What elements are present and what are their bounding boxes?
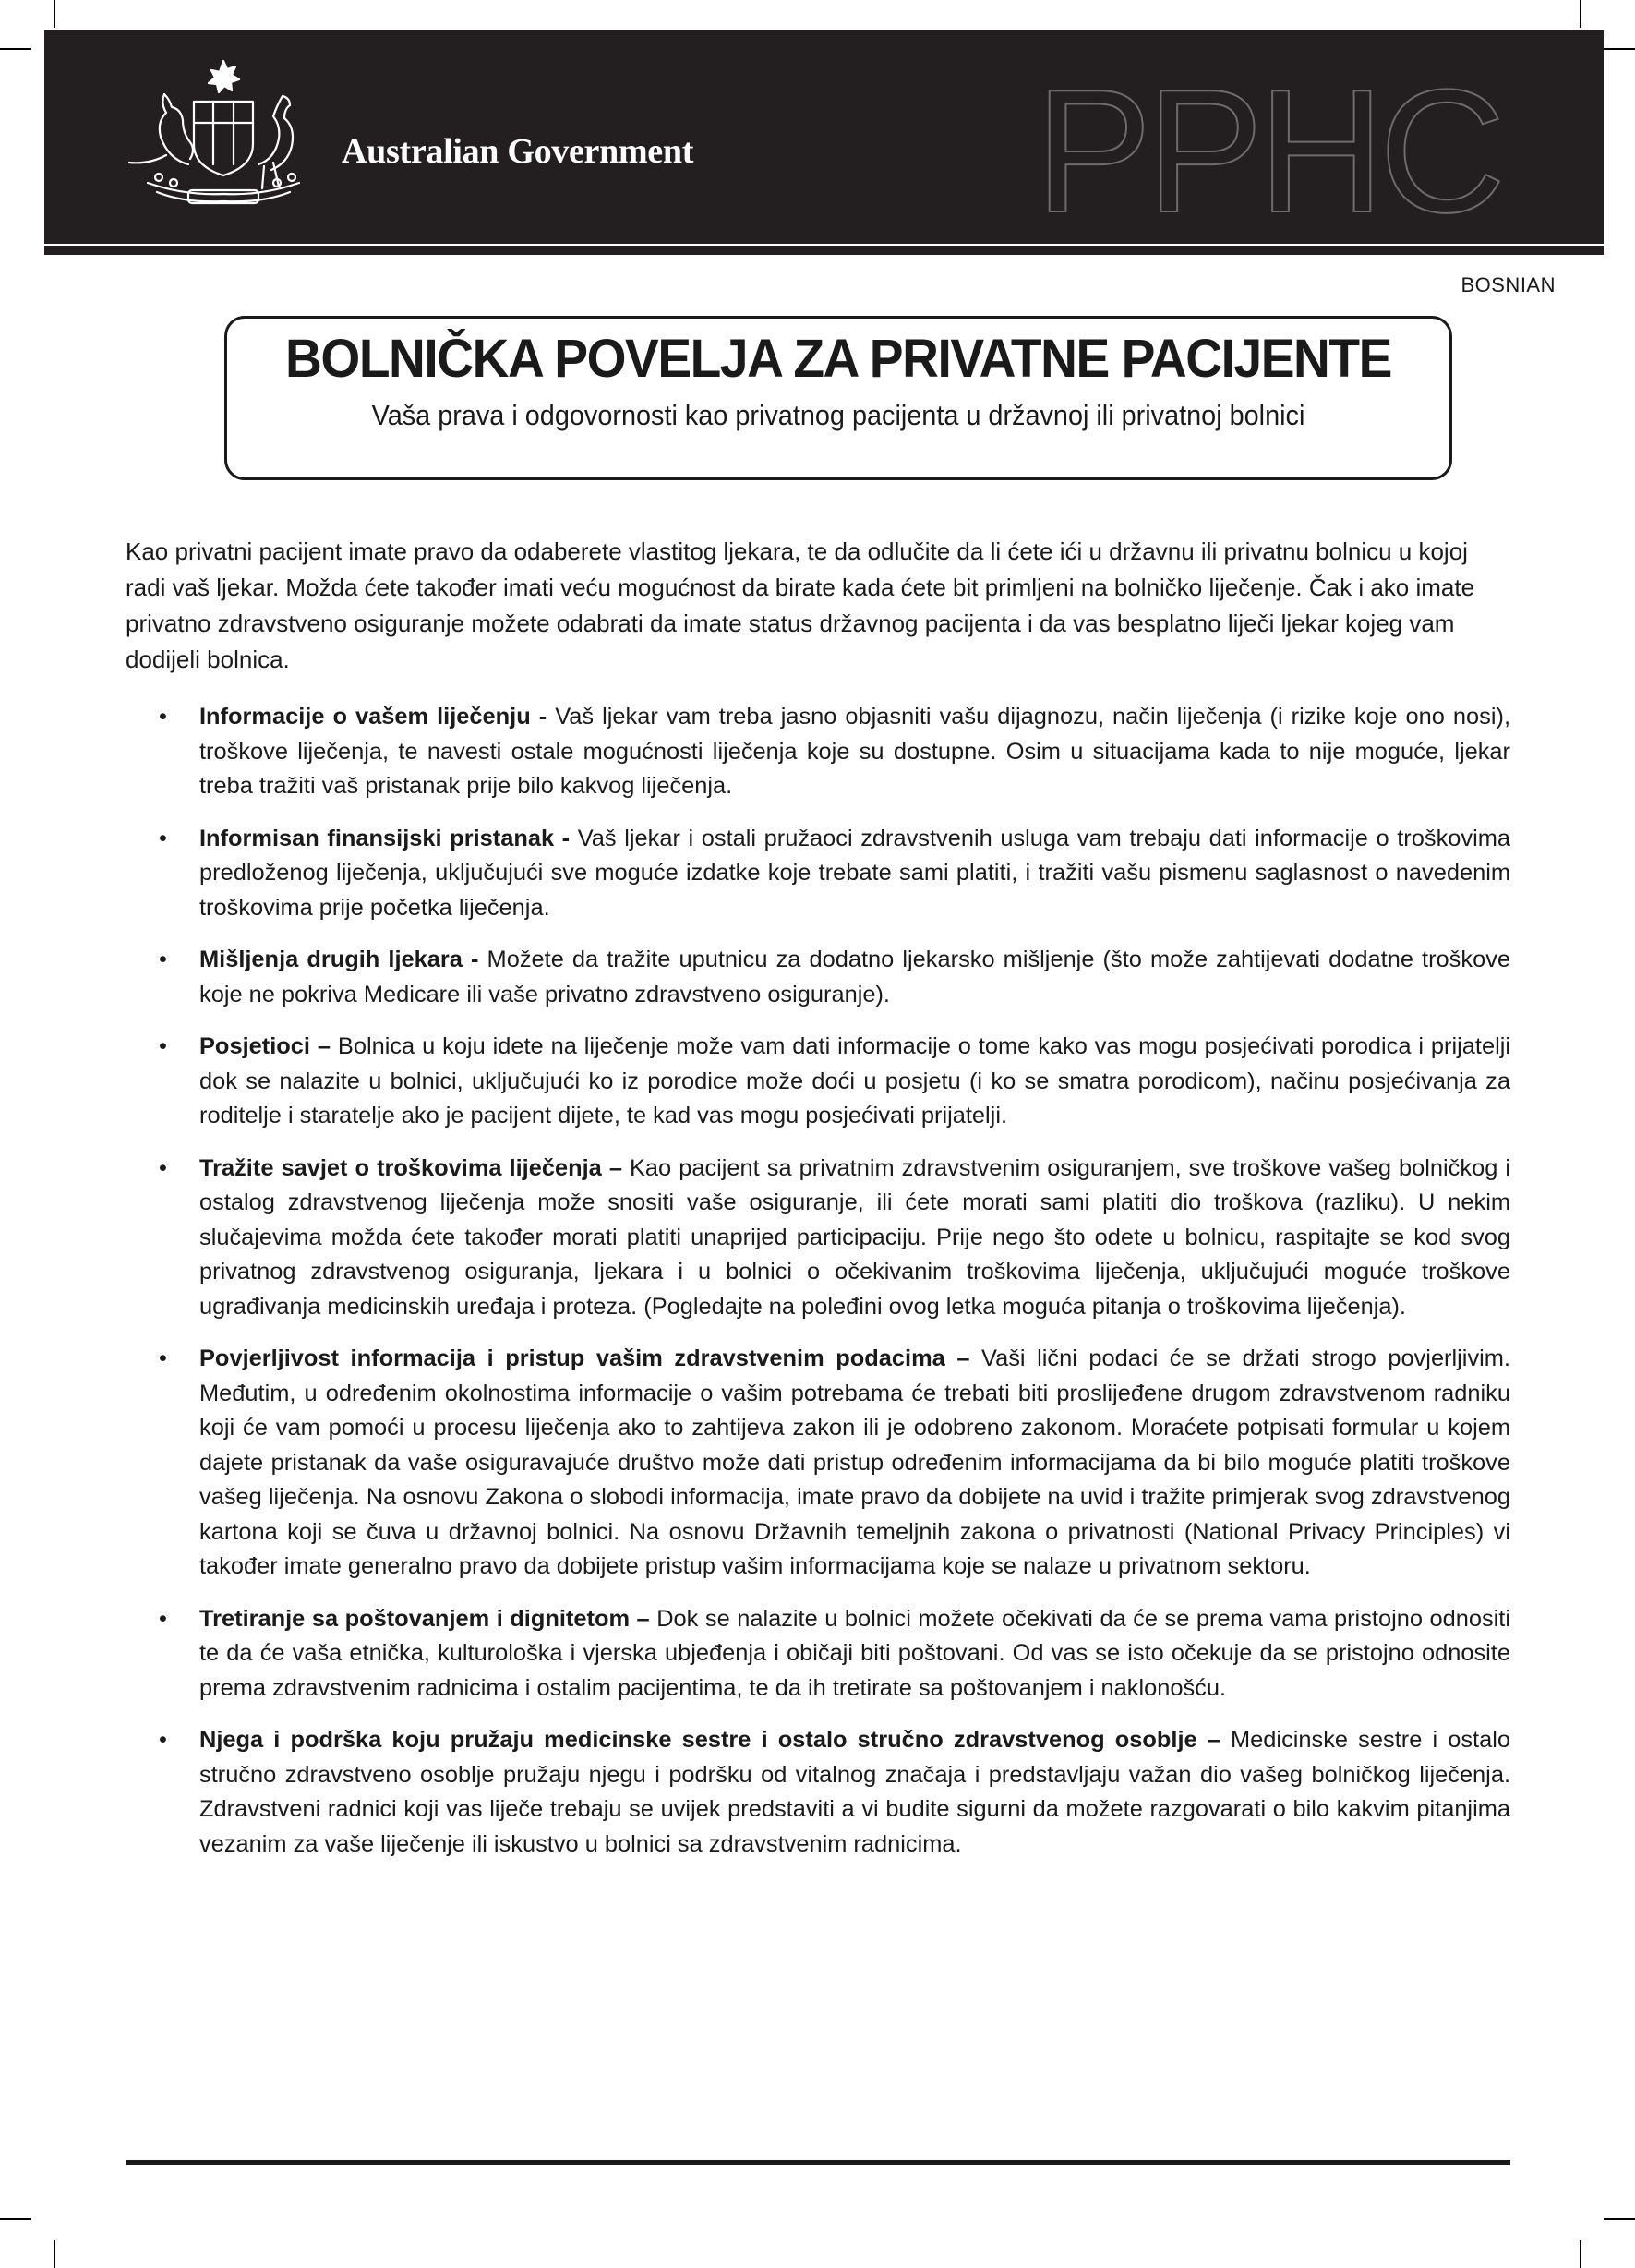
list-item <box>126 700 1510 804</box>
item-text: Vaš ljekar vam treba jasno objasniti vašu dijagnozu, način liječenja (i rizike koje ono nosi), troškove liječenja, te navesti ostale mogućnosti liječenja koje su dostupne. Osim u situacijama kada to nije moguće, ljekar treba tražiti vaš pristanak prije bilo kakvog liječenja. <box>199 704 1510 799</box>
item-text: Dok se nalazite u bolnici možete očekivati da će se prema vama pristojno odnositi te da će vaša etnička, kulturološka i vjerska ubjeđenja i običaji biti poštovani. Od vas se isto očekuje da se pristojno odnosite prema zdravstvenim radnicima i ostalim pacijentima, te da ih tretirate sa poštovanjem i naklonošću. <box>199 1605 1510 1701</box>
item-heading: Njega i podrška koju pružaju medicinske sestre i ostalo stručno zdravstvenog osoblje – <box>199 1727 1220 1753</box>
bullet: • <box>159 1345 167 1371</box>
list-item <box>126 1602 1510 1707</box>
page-title: BOLNIČKA POVELJA ZA PRIVATNE PACIJENTE <box>285 329 1391 389</box>
header-rule <box>44 246 1604 255</box>
item-heading: Tretiranje sa poštovanjem i dignitetom – <box>199 1605 650 1632</box>
item-text: Možete da tražite uputnicu za dodatno ljekarsko mišljenje (što može zahtijevati dodatne troškove koje ne pokriva Medicare ili vaše privatno zdravstveno osiguranje). <box>199 947 1511 1007</box>
item-text: Kao pacijent sa privatnim zdravstvenim osiguranjem, sve troškove vašeg bolničkog i ostalog zdravstvenog liječenja može snositi vaše osiguranje, ili ćete morati sami platiti dio troškova (razliku). U nekim slučajevima možda ćete također morati platiti unaprijed participaciju. Prije nego što odete u bolnicu, raspitajte se kod svog privatnog zdravstvenog osiguranja, ljekara i u bolnici o očekivanim troškovima liječenja, uključujući moguće troškove ugrađivanja medicinskih uređaja i proteza. (Pogledajte na poleđini ovog letka moguća pitanja o troškovima liječenja). <box>199 1154 1510 1320</box>
list-item <box>126 822 1510 926</box>
crop-mark <box>1604 48 1635 50</box>
bullet: • <box>159 704 167 730</box>
page-subtitle: Vaša prava i odgovornosti kao privatnog pacijenta u državnoj ili privatnoj bolnici <box>371 399 1305 431</box>
list-item <box>126 1342 1510 1585</box>
crop-mark <box>1580 0 1581 28</box>
language-label: BOSNIAN <box>1461 273 1556 296</box>
coat-of-arms-icon <box>92 54 332 211</box>
crop-mark <box>0 2218 31 2220</box>
item-text: Bolnica u koju idete na liječenje može vam dati informacije o tome kako vas mogu posjećivati porodica i prijatelji dok se nalazite u bolnici, uključujući ko iz porodice može doći u posjetu (i ko se smatra porodicom), načinu posjećivanja za roditelje i staratelje ako je pacijent dijete, te kad vas mogu posjećivati prijatelji. <box>199 1033 1510 1128</box>
crop-mark <box>54 2240 55 2268</box>
item-heading: Informacije o vašem liječenju - <box>199 704 547 730</box>
pphc-watermark: PPHC <box>1035 54 1500 244</box>
list-item <box>126 943 1510 1012</box>
bullet: • <box>159 1605 167 1632</box>
item-heading: Tražite savjet o troškovima liječenja – <box>199 1154 622 1181</box>
list-item <box>126 1723 1510 1862</box>
crop-mark <box>1604 2218 1635 2220</box>
crop-mark <box>0 48 31 50</box>
list-item <box>126 1030 1510 1134</box>
bullet: • <box>159 1033 167 1059</box>
bullet: • <box>159 947 167 972</box>
crop-mark <box>54 0 55 28</box>
footer-rule <box>126 2160 1510 2165</box>
item-heading: Informisan finansijski pristanak - <box>199 825 571 851</box>
item-heading: Posjetioci – <box>199 1033 331 1059</box>
item-text: Medicinske sestre i ostalo stručno zdravstveno osoblje pružaju njegu i podršku od vitalnog značaja i predstavljaju važan dio vašeg bolničkog liječenja. Zdravstveni radnici koji vas liječe trebaju se uvijek predstaviti a vi budite sigurni da možete razgovarati o bilo kakvim pitanjima vezanim za vaše liječenje ili iskustvo u bolnici sa zdravstvenim radnicima. <box>199 1727 1510 1857</box>
item-text: Vaši lični podaci će se držati strogo povjerljivim. Međutim, u određenim okolnostima informacije o vašim potrebama će trebati biti proslijeđene drugom zdravstvenom radniku koji će vam pomoći u procesu liječenja ako to zahtijeva zakon ili je odobreno zakonom. Moraćete potpisati formular u kojem dajete pristanak da vaše osiguravajuće društvo može dati pristup određenim informacijama da bi bilo moguće platiti troškove vašeg liječenja. Na osnovu Zakona o slobodi informacija, imate pravo da dobijete na uvid i tražite primjerak svog zdravstvenog kartona koji se čuva u državnoj bolnici. Na osnovu Državnih temeljnih zakona o privatnosti (National Privacy Principles) vi također imate generalno pravo da dobijete pristup vašim informacijama koje se nalaze u privatnom sektoru. <box>199 1345 1510 1579</box>
item-text: Vaš ljekar i ostali pružaoci zdravstvenih usluga vam trebaju dati informacije o troškovima predloženog liječenja, uključujući sve moguće izdatke koje trebate sami platiti, i tražiti vašu pismenu saglasnost o navedenim troškovima prije početka liječenja. <box>199 825 1510 921</box>
bullet: • <box>159 825 167 851</box>
item-heading: Povjerljivost informacija i pristup vašim zdravstvenim podacima – <box>199 1345 970 1371</box>
item-heading: Mišljenja drugih ljekara - <box>199 947 479 972</box>
crop-mark <box>1580 2240 1581 2268</box>
bullet: • <box>159 1154 167 1181</box>
government-name: Australian Government <box>342 132 694 171</box>
title-box <box>224 316 1452 480</box>
intro-paragraph: Kao privatni pacijent imate pravo da odaberete vlastitog ljekara, te da odlučite da li ćete ići u državnu ili privatnu bolnicu u kojoj radi vaš ljekar. Možda ćete također imati veću mogućnost da birate kada ćete bit primljeni na bolničko liječenje. Čak i ako imate privatno zdravstveno osiguranje možete odabrati da imate status državnog pacijenta i da vas besplatno liječi ljekar kojeg vam dodijeli bolnica. <box>126 537 1475 673</box>
bullet: • <box>159 1727 167 1753</box>
list-item <box>126 1152 1510 1325</box>
rights-list <box>126 700 1510 1879</box>
